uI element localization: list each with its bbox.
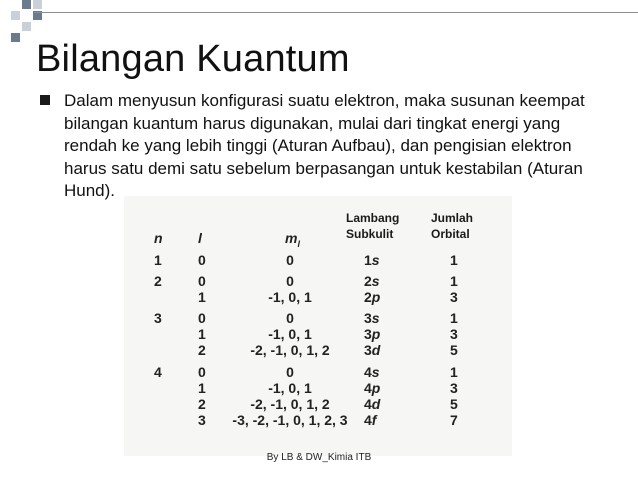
cell-l: 1	[198, 289, 206, 305]
subshell-number: 1	[364, 252, 372, 268]
cell-n: 1	[154, 252, 162, 268]
subshell-letter: s	[371, 273, 380, 289]
subshell-letter: s	[371, 310, 380, 326]
subshell-number: 2	[364, 289, 372, 305]
square-decoration	[33, 0, 42, 9]
subshell-number: 3	[364, 326, 372, 342]
header-n: n	[154, 230, 163, 246]
cell-ml: 0	[286, 364, 294, 380]
cell-subshell	[364, 380, 380, 396]
column-label-line: Lambang	[346, 211, 400, 225]
square-decoration	[11, 33, 20, 42]
header-ml	[285, 230, 300, 249]
cell-ml: -3, -2, -1, 0, 1, 2, 3	[232, 412, 348, 428]
subshell-letter: p	[371, 326, 381, 342]
footer-credit: By LB & DW_Kimia ITB	[266, 452, 372, 463]
cell-orbital-count: 5	[450, 396, 458, 412]
quantum-number-table	[124, 196, 512, 456]
cell-subshell	[364, 273, 380, 289]
cell-subshell	[364, 396, 380, 412]
cell-l: 0	[198, 310, 206, 326]
cell-ml: 0	[286, 252, 294, 268]
subshell-number: 4	[364, 412, 372, 428]
subshell-number: 4	[364, 364, 372, 380]
cell-l: 0	[198, 273, 206, 289]
subshell-letter: p	[371, 380, 381, 396]
cell-l: 1	[198, 326, 206, 342]
cell-subshell	[364, 326, 380, 342]
cell-orbital-count: 7	[450, 412, 458, 428]
subshell-number: 2	[364, 273, 372, 289]
square-bullet-icon	[40, 95, 50, 105]
cell-ml: 0	[286, 310, 294, 326]
column-label-line: Jumlah	[431, 211, 474, 225]
cell-ml: -2, -1, 0, 1, 2	[250, 342, 330, 358]
cell-n: 2	[154, 273, 162, 289]
column-label-lambang-subkulit	[346, 210, 399, 242]
subshell-letter: f	[371, 412, 377, 428]
cell-l: 3	[198, 412, 206, 428]
column-label-jumlah-orbital	[431, 210, 473, 242]
cell-subshell	[364, 412, 376, 428]
cell-l: 2	[198, 396, 206, 412]
cell-subshell	[364, 342, 380, 358]
cell-l: 0	[198, 364, 206, 380]
cell-subshell	[364, 252, 380, 268]
slide-title: Bilangan Kuantum	[36, 38, 350, 80]
cell-subshell	[364, 289, 380, 305]
header-l: l	[198, 230, 202, 246]
cell-orbital-count: 3	[450, 380, 458, 396]
cell-l: 2	[198, 342, 206, 358]
title-rule	[34, 12, 638, 13]
subshell-number: 3	[364, 342, 372, 358]
cell-subshell	[364, 364, 380, 380]
cell-orbital-count: 5	[450, 342, 458, 358]
subshell-letter: d	[371, 396, 381, 412]
subshell-letter: d	[371, 342, 381, 358]
subshell-letter: s	[371, 364, 380, 380]
cell-orbital-count: 3	[450, 289, 458, 305]
square-decoration	[22, 22, 31, 31]
cell-orbital-count: 1	[450, 310, 458, 326]
cell-l: 1	[198, 380, 206, 396]
header-ml-subscript: l	[297, 238, 300, 249]
cell-orbital-count: 1	[450, 273, 458, 289]
cell-n: 3	[154, 310, 162, 326]
subshell-number: 4	[364, 396, 372, 412]
bullet-point	[40, 90, 600, 203]
subshell-number: 4	[364, 380, 372, 396]
subshell-number: 3	[364, 310, 372, 326]
square-decoration	[11, 11, 20, 20]
cell-ml: 0	[286, 273, 294, 289]
cell-ml: -2, -1, 0, 1, 2	[250, 396, 330, 412]
column-label-line: Orbital	[431, 227, 470, 241]
subshell-letter: s	[371, 252, 380, 268]
cell-ml: -1, 0, 1	[268, 380, 312, 396]
header-ml-base: m	[285, 230, 298, 246]
cell-ml: -1, 0, 1	[268, 326, 312, 342]
cell-ml: -1, 0, 1	[268, 289, 312, 305]
bullet-text: Dalam menyusun konfigurasi suatu elektron, maka susunan keempat bilangan kuantum harus digunakan, mulai dari tingkat energi yang rendah ke yang lebih tinggi (Aturan Aufbau), dan pengisian elektron harus satu demi satu sebelum berpasangan untuk kestabilan (Aturan Hund).	[64, 91, 585, 200]
cell-subshell	[364, 310, 380, 326]
cell-orbital-count: 1	[450, 252, 458, 268]
cell-orbital-count: 3	[450, 326, 458, 342]
cell-n: 4	[154, 364, 162, 380]
cell-orbital-count: 1	[450, 364, 458, 380]
cell-l: 0	[198, 252, 206, 268]
subshell-letter: p	[371, 289, 381, 305]
square-decoration	[22, 0, 31, 9]
column-label-line: Subkulit	[346, 227, 394, 241]
